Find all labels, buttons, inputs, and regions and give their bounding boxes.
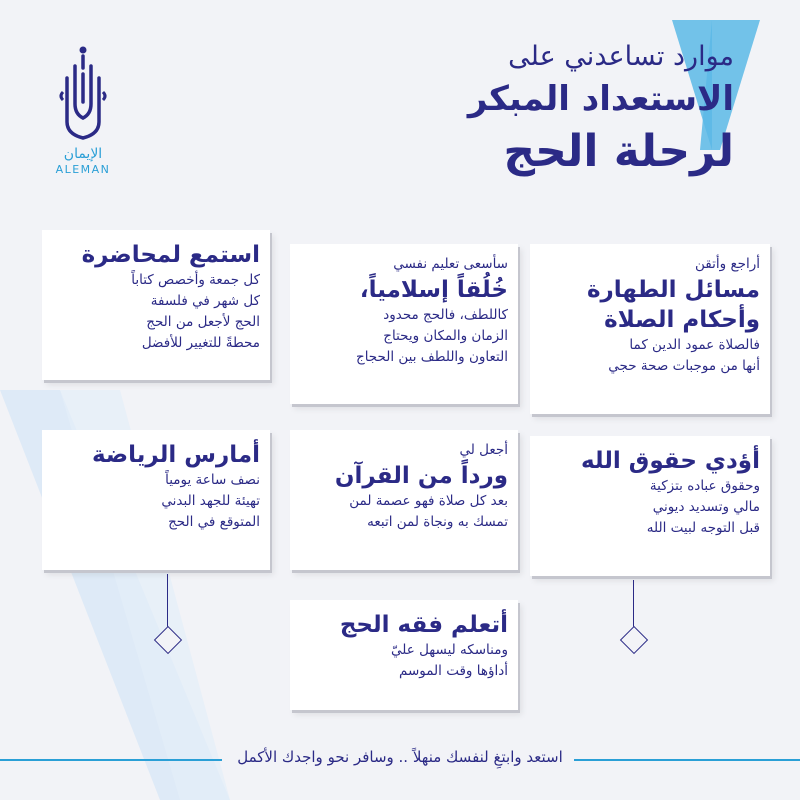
connector-line-right [633,580,634,628]
card-lecture-line: الحج لأجعل من الحج [146,314,260,330]
card-quran-title: ورداً من القرآن [334,463,508,489]
card-quran [290,430,518,570]
calligraphy-logo-icon [57,44,109,144]
title-line-2: الاستعداد المبكر [467,79,734,119]
card-quran-intro: أجعل لي [459,442,508,458]
page-title [374,38,734,182]
card-character-line: التعاون واللطف بين الحجاج [355,349,508,365]
card-purity-line: أنها من موجبات صحة حجي [608,358,760,374]
card-rights-line: وحقوق عباده بتزكية [649,478,760,494]
logo-arabic-name: الإيمان [63,146,103,162]
title-line-1: موارد تساعدني على [508,41,734,72]
card-lecture-title: استمع لمحاضرة [81,242,260,268]
footer-quote: استعد وابتغِ لنفسك منهلاً .. وسافر نحو واجدك الأكمل [237,748,563,766]
card-lecture-line: كل جمعة وأخصص كتاباً [131,272,260,288]
card-quran-line: تمسك به ونجاة لمن اتبعه [367,514,508,530]
card-rights-title: أؤدي حقوق الله [580,448,760,474]
card-fiqh-line: أداؤها وقت الموسم [398,663,508,679]
card-lecture-line: كل شهر في فلسفة [150,293,260,309]
card-purity-title-2: وأحكام الصلاة [604,307,760,333]
card-purity-line: فالصلاة عمود الدين كما [629,337,760,353]
card-sport [42,430,270,570]
card-sport-line: نصف ساعة يومياً [165,472,260,488]
card-rights-line: قبل التوجه لبيت الله [646,520,760,536]
card-character-line: الزمان والمكان ويحتاج [383,328,508,344]
card-character-line: كاللطف، فالحج محدود [383,307,508,323]
footer [0,744,800,776]
brand-logo [28,44,138,194]
card-lecture [42,230,270,380]
card-quran-line: بعد كل صلاة فهو عصمة لمن [349,493,508,509]
card-lecture-line: محطةً للتغيير للأفضل [141,335,260,351]
card-sport-line: المتوقع في الحج [168,514,260,530]
card-rights-line: مالي وتسديد ديوني [652,499,760,515]
card-purity [530,244,770,414]
card-fiqh-title: أتعلم فقه الحج [339,612,508,638]
connector-line-left [167,574,168,628]
card-sport-line: تهيئة للجهد البدني [161,493,260,509]
card-rights [530,436,770,576]
card-character [290,244,518,404]
card-sport-title: أمارس الرياضة [91,442,260,468]
card-purity-title-1: مسائل الطهارة [586,277,760,303]
card-fiqh [290,600,518,710]
title-line-3: لرحلة الحج [503,126,734,177]
card-fiqh-line: ومناسكه ليسهل عليّ [391,642,508,658]
card-purity-intro: أراجع وأتقن [695,256,760,272]
card-character-title: خُلُقاً إسلامياً، [359,277,508,303]
card-character-intro: سأسعى تعليم نفسي [393,256,508,272]
logo-english-name: ALEMAN [55,163,111,176]
